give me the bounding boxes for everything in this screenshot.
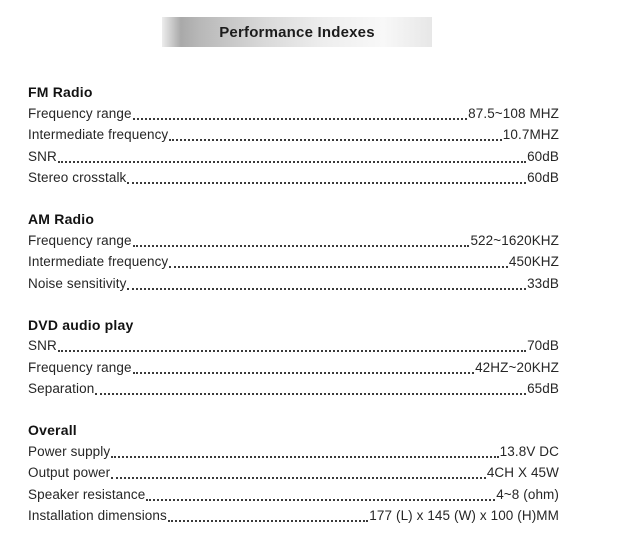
spec-label: Frequency range xyxy=(28,359,132,375)
dot-leader xyxy=(127,288,526,290)
spec-value: 450KHZ xyxy=(508,254,559,269)
title-banner xyxy=(162,17,432,47)
spec-row xyxy=(28,101,559,123)
spec-label: Noise sensitivity xyxy=(28,275,127,291)
spec-section xyxy=(28,211,559,293)
dot-leader xyxy=(169,266,508,268)
spec-label: SNR xyxy=(28,148,57,164)
spec-row xyxy=(28,461,559,483)
spec-row xyxy=(28,228,559,250)
spec-label: SNR xyxy=(28,338,57,353)
spec-label: Installation dimensions xyxy=(28,508,167,523)
spec-label: Separation xyxy=(28,381,95,396)
spec-row xyxy=(28,166,559,188)
page-title: Performance Indexes xyxy=(219,23,375,41)
section-rows xyxy=(28,101,559,187)
section-heading: AM Radio xyxy=(28,211,95,227)
dot-leader xyxy=(133,245,470,247)
dot-leader xyxy=(111,456,498,458)
spec-row xyxy=(28,271,559,293)
dot-leader xyxy=(58,161,526,163)
spec-row xyxy=(28,144,559,166)
dot-leader xyxy=(133,372,475,374)
dot-leader xyxy=(95,393,526,395)
spec-label: Power supply xyxy=(28,443,111,459)
dot-leader xyxy=(127,182,526,184)
section-rows xyxy=(28,439,559,525)
spec-value: 177 (L) x 145 (W) x 100 (H)MM xyxy=(369,508,559,523)
spec-row xyxy=(28,334,559,356)
dot-leader xyxy=(133,118,468,120)
spec-row xyxy=(28,355,559,377)
dot-leader xyxy=(168,520,368,522)
spec-value: 70dB xyxy=(527,338,559,353)
section-rows xyxy=(28,228,559,293)
spec-label: Stereo crosstalk xyxy=(28,170,127,185)
spec-label: Speaker resistance xyxy=(28,486,146,502)
spec-row xyxy=(28,377,559,399)
spec-value: 4CH X 45W xyxy=(486,465,559,480)
spec-value: 4~8 (ohm) xyxy=(496,486,559,502)
spec-value: 87.5~108 MHZ xyxy=(468,105,559,121)
section-rows xyxy=(28,334,559,399)
spec-value: 60dB xyxy=(527,170,559,185)
spec-sheet xyxy=(28,84,559,549)
spec-row xyxy=(28,250,559,272)
spec-value: 522~1620KHZ xyxy=(470,232,559,248)
spec-label: Intermediate frequency xyxy=(28,254,169,269)
spec-value: 65dB xyxy=(527,381,559,396)
spec-value: 33dB xyxy=(527,275,559,291)
spec-label: Intermediate frequency xyxy=(28,127,169,142)
spec-value: 10.7MHZ xyxy=(502,127,559,142)
spec-label: Output power xyxy=(28,465,111,480)
spec-row xyxy=(28,439,559,461)
dot-leader xyxy=(111,477,486,479)
spec-row xyxy=(28,482,559,504)
dot-leader xyxy=(169,139,502,141)
spec-value: 13.8V DC xyxy=(499,443,559,459)
section-heading: Overall xyxy=(28,422,77,438)
dot-leader xyxy=(146,499,495,501)
section-heading: DVD audio play xyxy=(28,316,134,333)
spec-label: Frequency range xyxy=(28,232,132,248)
spec-label: Frequency range xyxy=(28,105,132,121)
section-heading: FM Radio xyxy=(28,84,93,100)
spec-row xyxy=(28,123,559,145)
spec-section xyxy=(28,84,559,187)
spec-row xyxy=(28,504,559,526)
spec-section xyxy=(28,422,559,525)
spec-value: 60dB xyxy=(527,148,559,164)
dot-leader xyxy=(58,350,526,352)
spec-section xyxy=(28,317,559,399)
spec-value: 42HZ~20KHZ xyxy=(475,359,559,375)
